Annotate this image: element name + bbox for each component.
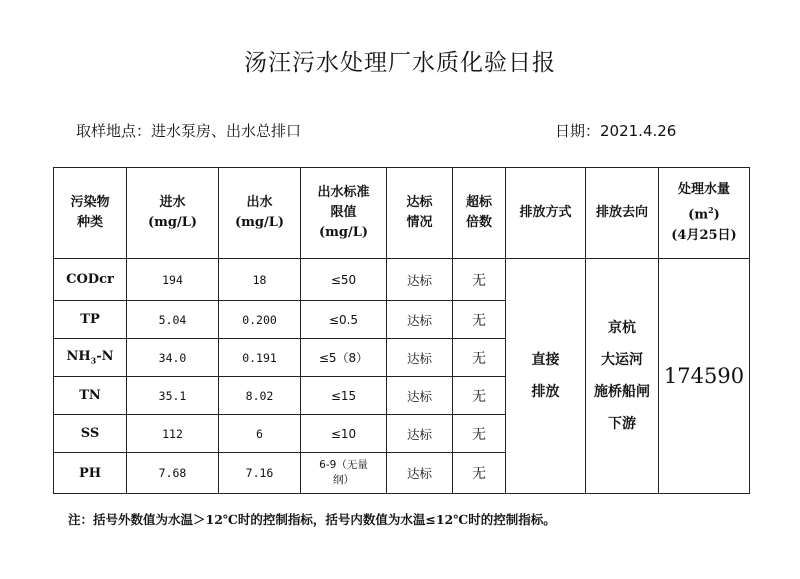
outflow-value: 18 [219,259,301,301]
header-outflow: 出水 (mg/L) [219,168,301,259]
outflow-value: 8.02 [219,377,301,415]
pollutant-name: $NH_3-N$ [54,339,127,377]
exceed-value: 无 [453,301,506,339]
water-quality-table [53,167,750,494]
outflow-value: 6 [219,415,301,453]
limit-value: 6-9（无量 纲） [301,453,387,494]
status-value: 达标 [387,453,453,494]
limit-value: ≤0.5 [301,301,387,339]
status-value: 达标 [387,377,453,415]
header-destination: 排放去向 [586,168,659,259]
header-limit: 出水标准 限值 (mg/L) [301,168,387,259]
status-value: 达标 [387,339,453,377]
exceed-value: 无 [453,415,506,453]
exceed-value: 无 [453,453,506,494]
pollutant-name: PH [54,453,127,494]
header-method: 排放方式 [506,168,586,259]
header-pollutant: 污染物 种类 [54,168,127,259]
limit-value: ≤5（8） [301,339,387,377]
inflow-value: 5.04 [127,301,219,339]
footnote: 注：括号外数值为水温＞12℃时的控制指标，括号内数值为水温≤12℃时的控制指标。 [68,512,556,527]
inflow-value: 7.68 [127,453,219,494]
header-volume: 处理水量 $(m^2)$ (4月25日) [659,168,750,259]
header-exceed: 超标 倍数 [453,168,506,259]
exceed-value: 无 [453,377,506,415]
inflow-value: 35.1 [127,377,219,415]
table-row [54,259,750,301]
pollutant-name: SS [54,415,127,453]
report-date: 日期：2021.4.26 [555,122,677,140]
treated-volume: 174590 [659,259,750,494]
status-value: 达标 [387,259,453,301]
outflow-value: 0.191 [219,339,301,377]
exceed-value: 无 [453,259,506,301]
inflow-value: 112 [127,415,219,453]
report-title: 汤汪污水处理厂水质化验日报 [244,50,556,76]
limit-value: ≤15 [301,377,387,415]
pollutant-name: CODcr [54,259,127,301]
sampling-location: 取样地点：进水泵房、出水总排口 [76,122,302,140]
discharge-destination: 京杭 大运河 施桥船闸 下游 [586,259,659,494]
pollutant-name: TN [54,377,127,415]
status-value: 达标 [387,415,453,453]
inflow-value: 34.0 [127,339,219,377]
header-inflow: 进水 (mg/L) [127,168,219,259]
inflow-value: 194 [127,259,219,301]
limit-value: ≤50 [301,259,387,301]
outflow-value: 7.16 [219,453,301,494]
pollutant-name: TP [54,301,127,339]
status-value: 达标 [387,301,453,339]
discharge-method: 直接 排放 [506,259,586,494]
outflow-value: 0.200 [219,301,301,339]
header-status: 达标 情况 [387,168,453,259]
exceed-value: 无 [453,339,506,377]
limit-value: ≤10 [301,415,387,453]
header-row [54,168,750,259]
